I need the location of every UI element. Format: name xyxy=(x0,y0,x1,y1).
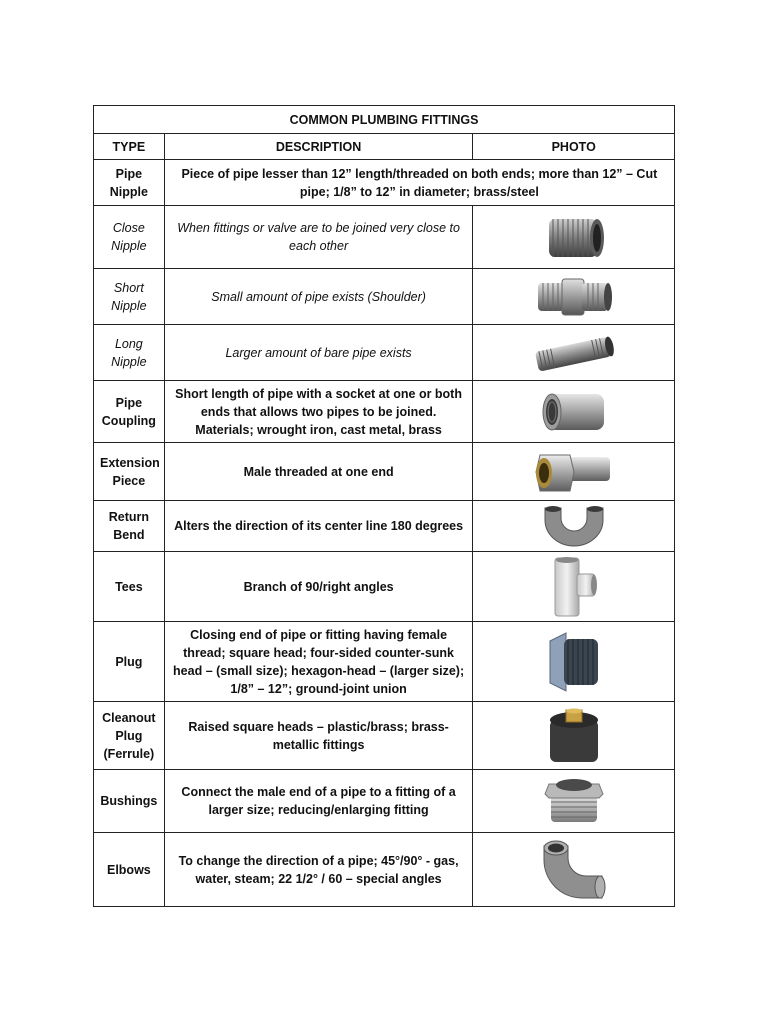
table-row xyxy=(94,206,675,269)
short-nipple-photo xyxy=(534,273,614,321)
description-cell: Branch of 90/right angles xyxy=(164,552,473,622)
photo-cell xyxy=(473,501,675,552)
type-cell: Cleanout Plug (Ferrule) xyxy=(94,702,165,770)
description-cell: Piece of pipe lesser than 12” length/threaded on both ends; more than 12” – Cut pipe; 1/8” to 12” in diameter; brass/steel xyxy=(164,160,674,206)
description-cell: When fittings or valve are to be joined very close to each other xyxy=(164,206,473,269)
description-cell: To change the direction of a pipe; 45°/90° - gas, water, steam; 22 1/2° / 60 – special angles xyxy=(164,833,473,907)
description-cell: Male threaded at one end xyxy=(164,443,473,501)
table-title: COMMON PLUMBING FITTINGS xyxy=(94,106,675,134)
type-cell: Tees xyxy=(94,552,165,622)
description-cell: Short length of pipe with a socket at one or both ends that allows two pipes to be joined. Materials; wrought iron, cast metal, brass xyxy=(164,381,473,443)
table-row xyxy=(94,269,675,325)
photo-cell xyxy=(473,552,675,622)
type-cell: Elbows xyxy=(94,833,165,907)
return-bend-photo xyxy=(539,504,609,548)
fittings-table xyxy=(93,105,675,907)
type-cell: Bushings xyxy=(94,770,165,833)
description-cell: Closing end of pipe or fitting having female thread; square head; four-sided counter-sunk head – (small size); hexagon-head – (larger size); 1/8” – 12”; ground-joint union xyxy=(164,622,473,702)
description-cell: Larger amount of bare pipe exists xyxy=(164,325,473,381)
cleanout-plug-photo xyxy=(544,706,604,766)
photo-cell xyxy=(473,443,675,501)
elbow-photo xyxy=(538,838,610,902)
close-nipple-photo xyxy=(539,209,609,265)
type-cell: Plug xyxy=(94,622,165,702)
type-cell: Pipe Nipple xyxy=(94,160,165,206)
photo-cell xyxy=(473,381,675,443)
photo-cell xyxy=(473,833,675,907)
type-cell: Close Nipple xyxy=(94,206,165,269)
bushing-photo xyxy=(543,774,605,828)
table-row xyxy=(94,702,675,770)
type-header: TYPE xyxy=(94,134,165,160)
plug-photo xyxy=(544,631,604,693)
type-cell: Pipe Coupling xyxy=(94,381,165,443)
table-row xyxy=(94,381,675,443)
description-cell: Raised square heads – plastic/brass; brass-metallic fittings xyxy=(164,702,473,770)
photo-cell xyxy=(473,325,675,381)
pipe-coupling-photo xyxy=(538,388,610,436)
table-row xyxy=(94,160,675,206)
table-row xyxy=(94,833,675,907)
type-cell: Short Nipple xyxy=(94,269,165,325)
extension-piece-photo xyxy=(532,447,616,497)
type-cell: Extension Piece xyxy=(94,443,165,501)
type-cell: Return Bend xyxy=(94,501,165,552)
description-cell: Small amount of pipe exists (Shoulder) xyxy=(164,269,473,325)
photo-cell xyxy=(473,622,675,702)
description-cell: Connect the male end of a pipe to a fitting of a larger size; reducing/enlarging fitting xyxy=(164,770,473,833)
description-header: DESCRIPTION xyxy=(164,134,473,160)
photo-header: PHOTO xyxy=(473,134,675,160)
photo-cell xyxy=(473,702,675,770)
fittings-document xyxy=(93,105,675,907)
table-row xyxy=(94,622,675,702)
tee-photo xyxy=(549,556,599,618)
long-nipple-photo xyxy=(532,330,616,376)
table-row xyxy=(94,552,675,622)
photo-cell xyxy=(473,269,675,325)
table-row xyxy=(94,501,675,552)
type-cell: Long Nipple xyxy=(94,325,165,381)
table-row xyxy=(94,770,675,833)
photo-cell xyxy=(473,770,675,833)
table-row xyxy=(94,325,675,381)
photo-cell xyxy=(473,206,675,269)
table-row xyxy=(94,443,675,501)
description-cell: Alters the direction of its center line 180 degrees xyxy=(164,501,473,552)
